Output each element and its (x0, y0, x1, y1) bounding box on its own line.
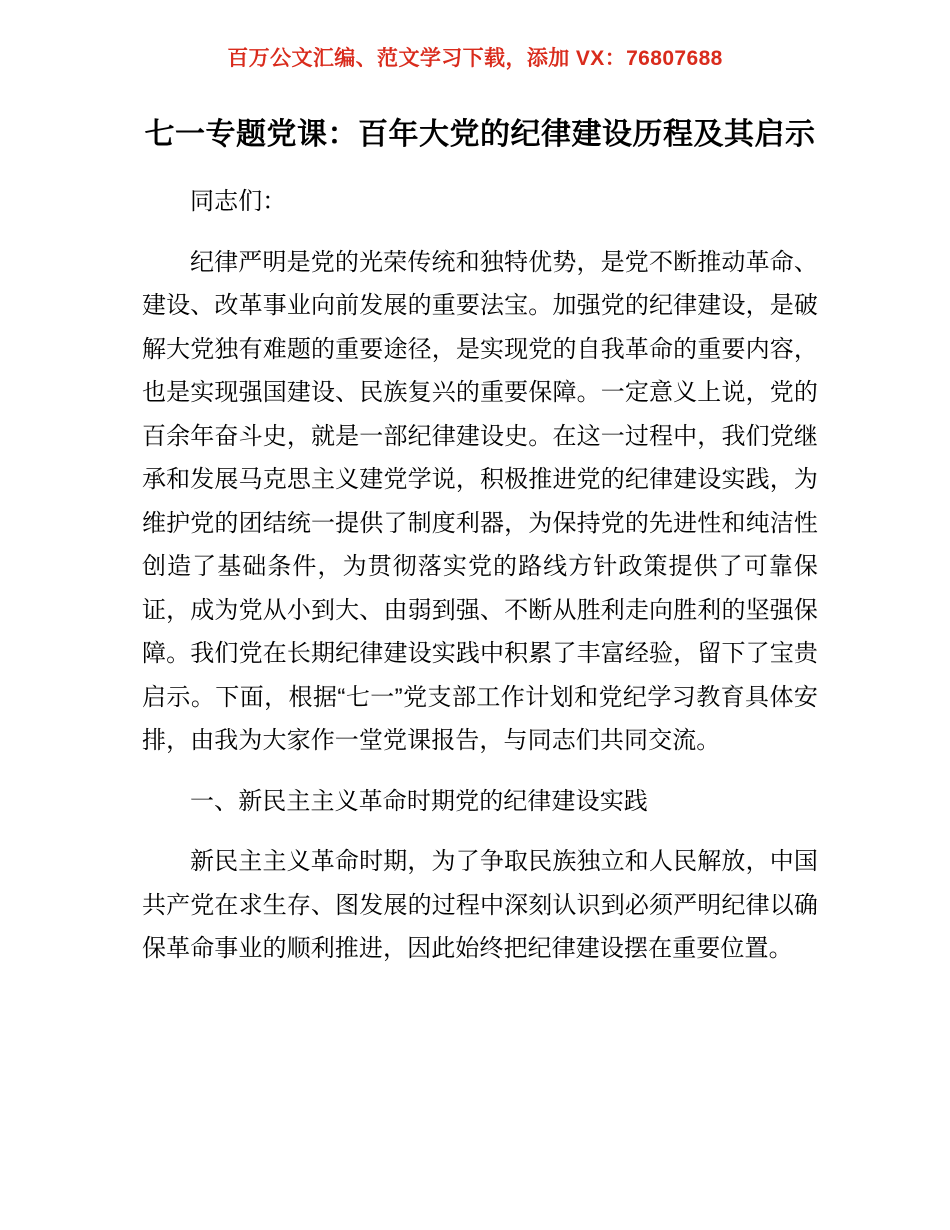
section-heading-1: 一、新民主主义革命时期党的纪律建设实践 (190, 787, 648, 815)
document-content (142, 112, 818, 971)
spacer-before-section (142, 763, 818, 780)
spacer-after-title (142, 158, 818, 180)
section-body-1: 新民主主义革命时期，为了争取民族独立和人民解放，中国共产党在求生存、图发展的过程中深刻认识到必须严明纪律以确保革命事业的顺利推进，因此始终把纪律建设摆在重要位置。 (142, 848, 818, 962)
salutation-line: 同志们： (190, 188, 287, 215)
spacer-after-salutation (142, 224, 818, 241)
spacer-after-section-heading (142, 823, 818, 840)
intro-paragraph: 纪律严明是党的光荣传统和独特优势，是党不断推动革命、建设、改革事业向前发展的重要法宝。加强党的纪律建设，是破解大党独有难题的重要途径，是实现党的自我革命的重要内容，也是实现强国建设、民族复兴的重要保障。一定意义上说，党的百余年奋斗史，就是一部纪律建设史。在这一过程中，我们党继承和发展马克思主义建党学说，积极推进党的纪律建设实践，为维护党的团结统一提供了制度利器，为保持党的先进性和纯洁性创造了基础条件，为贯彻落实党的路线方针政策提供了可靠保证，成为党从小到大、由弱到强、不断从胜利走向胜利的坚强保障。我们党在长期纪律建设实践中积累了丰富经验，留下了宝贵启示。下面，根据“七一”党支部工作计划和党纪学习教育具体安排，由我为大家作一堂党课报告，与同志们共同交流。 (142, 248, 818, 754)
promo-banner-text: 百万公文汇编、范文学习下载，添加 VX：76807688 (227, 47, 723, 70)
page-title: 七一专题党课：百年大党的纪律建设历程及其启示 (144, 118, 816, 151)
